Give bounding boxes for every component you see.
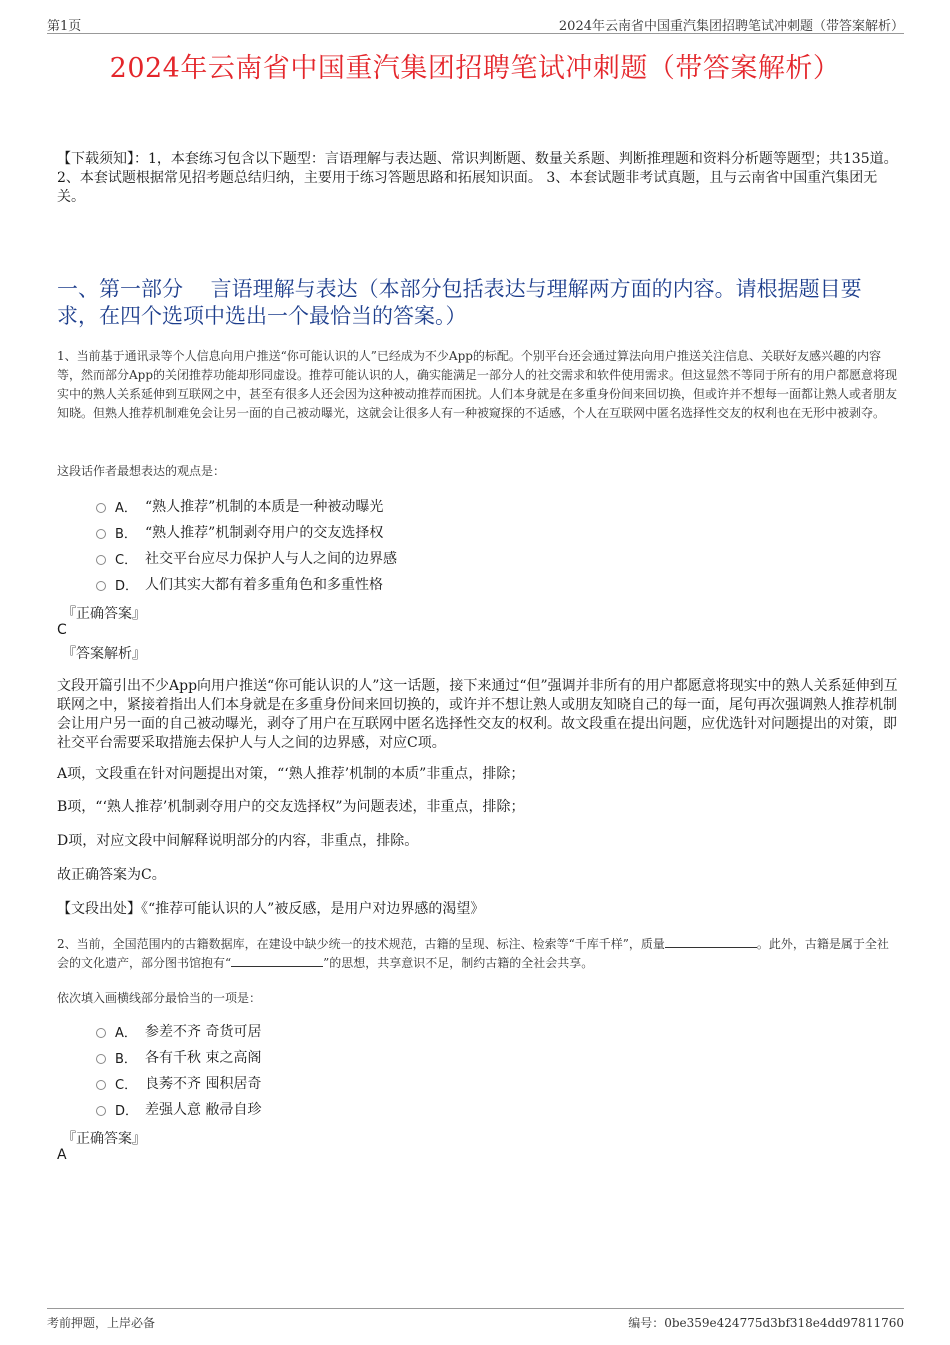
question-1-prompt: 这段话作者最想表达的观点是：	[57, 464, 226, 478]
radio-icon[interactable]	[96, 1106, 106, 1116]
correct-answer-label: 『正确答案』	[62, 606, 146, 622]
page-footer	[47, 1308, 904, 1335]
analysis-item-b: B项，“‘熟人推荐’机制剥夺用户的交友选择权”为问题表述，非重点，排除；	[57, 799, 525, 815]
radio-icon[interactable]	[96, 1028, 106, 1038]
analysis-item-d: D项，对应文段中间解释说明部分的内容，非重点，排除。	[57, 833, 419, 849]
page-number: 第1页	[47, 19, 82, 34]
correct-answer-2: A	[57, 1147, 67, 1163]
option-a[interactable]: A． 参差不齐 奇货可居	[96, 1018, 261, 1044]
footer-serial-number: 编号：0be359e424775d3bf318e4dd97811760	[628, 1316, 904, 1330]
option-b[interactable]: B． 各有千秋 束之高阁	[96, 1044, 261, 1070]
document-title: 2024年云南省中国重汽集团招聘笔试冲刺题（带答案解析）	[109, 53, 841, 84]
section-title: 一、第一部分 言语理解与表达（本部分包括表达与理解两方面的内容。请根据题目要求，在四个选项中选出一个最恰当的答案。）	[57, 277, 862, 328]
question-1-text: 1、当前基于通讯录等个人信息向用户推送“你可能认识的人”已经成为不少App的标配。个别平台还会通过算法向用户推送关注信息、关联好友感兴趣的内容等，然而部分App的关闭推荐功能却形同虚设。推荐可能认识的人，确实能满足一部分人的社交需求和软件使用需求。但这显然不等同于所有的用户都愿意将现实中的熟人关系延伸到互联网之中，甚至有很多人还会因为这种被动推荐而困扰。人们本身就是在多重身份间来回切换，但或许并不想每一面都让熟人或者朋友知晓。但熟人推荐机制难免会让另一面的自己被动曝光，这就会让很多人有一种被窥探的不适感，个人在互联网中匿名选择性交友的权利也在无形中被剥夺。	[57, 349, 898, 420]
passage-source: 【文段出处】《“推荐可能认识的人”被反感，是用户对边界感的渴望》	[57, 901, 485, 917]
radio-icon[interactable]	[96, 581, 106, 591]
page-header	[47, 13, 904, 34]
option-b[interactable]: B． “熟人推荐”机制剥夺用户的交友选择权	[96, 519, 397, 545]
radio-icon[interactable]	[96, 1080, 106, 1090]
option-d[interactable]: D． 人们其实大都有着多重角色和多重性格	[96, 571, 397, 597]
question-2-prompt: 依次填入画横线部分最恰当的一项是：	[57, 991, 262, 1005]
radio-icon[interactable]	[96, 529, 106, 539]
radio-icon[interactable]	[96, 503, 106, 513]
question-1-options	[96, 493, 397, 597]
analysis-item-a: A项，文段重在针对问题提出对策，“‘熟人推荐’机制的本质”非重点，排除；	[57, 766, 525, 782]
question-2-text: 2、当前，全国范围内的古籍数据库，在建设中缺少统一的技术规范，古籍的呈现、标注、检索等“千库千样”，质量 。此外，古籍是属于全社会的文化遗产，部分图书馆抱有“ ”的思想，共享意识不足，制约古籍的全社会共享。	[57, 937, 889, 970]
analysis-label: 『答案解析』	[62, 646, 146, 662]
fill-blank-2	[231, 954, 323, 967]
footer-slogan: 考前押题，上岸必备	[47, 1316, 156, 1330]
correct-answer: C	[57, 622, 67, 638]
analysis-conclusion: 故正确答案为C。	[57, 867, 166, 883]
option-c[interactable]: C． 社交平台应尽力保护人与人之间的边界感	[96, 545, 397, 571]
option-c[interactable]: C． 良莠不齐 囤积居奇	[96, 1070, 261, 1096]
option-d[interactable]: D． 差强人意 敝帚自珍	[96, 1096, 261, 1122]
fill-blank-1	[665, 935, 757, 948]
download-notice: 【下载须知】：1，本套练习包含以下题型：言语理解与表达题、常识判断题、数量关系题、判断推理题和资料分析题等题型；共135道。 2、本套试题根据常见招考题总结归纳，主要用于练习答题思路和拓展知识面。 3、本套试题非考试真题，且与云南省中国重汽集团无关。	[57, 151, 898, 205]
radio-icon[interactable]	[96, 1054, 106, 1064]
question-2-options	[96, 1018, 261, 1122]
option-a[interactable]: A． “熟人推荐”机制的本质是一种被动曝光	[96, 493, 397, 519]
correct-answer-label-2: 『正确答案』	[62, 1131, 146, 1147]
radio-icon[interactable]	[96, 555, 106, 565]
header-doc-title: 2024年云南省中国重汽集团招聘笔试冲刺题（带答案解析）	[558, 19, 904, 34]
analysis-text: 文段开篇引出不少App向用户推送“你可能认识的人”这一话题，接下来通过“但”强调并非所有的用户都愿意将现实中的熟人关系延伸到互联网之中，紧接着指出人们本身就是在多重身份间来回切换的，或许并不想让熟人或朋友知晓自己的每一面，尾句再次强调熟人推荐机制会让用户另一面的自己被动曝光，剥夺了用户在互联网中匿名选择性交友的权利。故文段重在提出问题，应优选针对问题提出的对策，即社交平台需要采取措施去保护人与人之间的边界感，对应C项。	[57, 678, 898, 751]
